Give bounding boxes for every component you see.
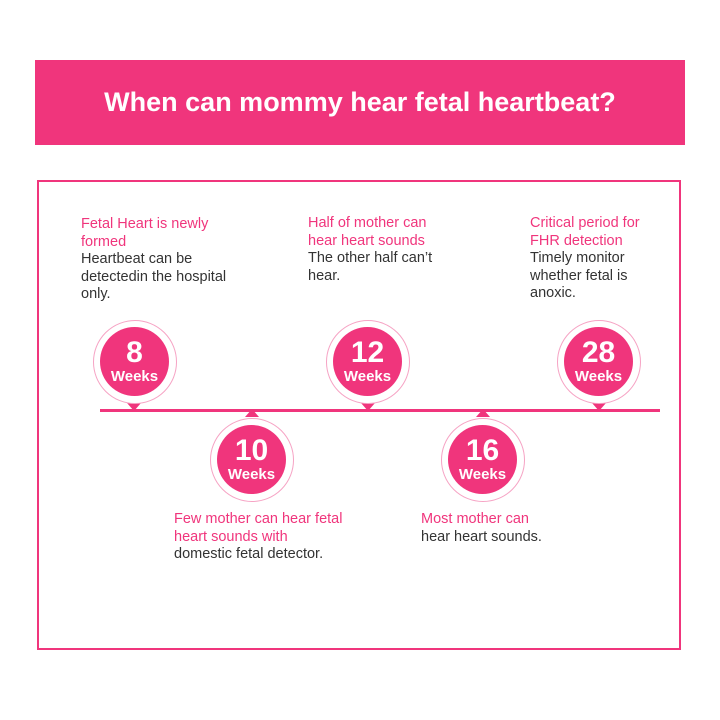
milestone-marker-10-weeks [210, 418, 294, 502]
page-title: When can mommy hear fetal heartbeat? [104, 87, 616, 117]
milestone-unit: Weeks [574, 367, 623, 385]
connector-8-weeks [127, 403, 141, 411]
title-banner [35, 60, 685, 145]
milestone-detail: The other half can’t hear. [308, 250, 433, 284]
milestone-marker-8-weeks [93, 320, 177, 404]
milestone-marker-16-weeks [441, 418, 525, 502]
milestone-detail: hear heart sounds. [421, 528, 542, 545]
milestone-detail: Heartbeat can be detectedin the hospital only. [81, 251, 227, 302]
connector-16-weeks [476, 409, 490, 417]
connector-12-weeks [361, 403, 375, 411]
milestone-number: 10 [234, 433, 269, 467]
milestone-highlight: Half of mother can hear heart sounds [308, 215, 427, 249]
milestone-unit: Weeks [110, 367, 159, 385]
milestone-marker-12-weeks [326, 320, 410, 404]
milestone-highlight: Fetal Heart is newly formed [81, 216, 209, 250]
milestone-note-10-weeks [174, 511, 374, 564]
milestone-note-8-weeks [81, 216, 251, 304]
milestone-note-12-weeks [308, 215, 458, 285]
milestone-unit: Weeks [343, 367, 392, 385]
milestone-detail: Timely monitor whether fetal is anoxic. [530, 250, 628, 301]
timeline-line [100, 409, 660, 412]
connector-28-weeks [592, 403, 606, 411]
milestone-highlight: Few mother can hear fetal heart sounds with [174, 511, 343, 545]
milestone-marker-28-weeks [557, 320, 641, 404]
milestone-highlight: Most mother can [421, 511, 529, 527]
milestone-number: 28 [581, 335, 616, 369]
milestone-note-16-weeks [421, 511, 581, 546]
milestone-unit: Weeks [458, 465, 507, 483]
milestone-number: 8 [126, 335, 143, 369]
connector-10-weeks [245, 409, 259, 417]
milestone-number: 16 [465, 433, 500, 467]
milestone-unit: Weeks [227, 465, 276, 483]
milestone-highlight: Critical period for FHR detection [530, 215, 640, 249]
milestone-note-28-weeks [530, 215, 670, 303]
milestone-detail: domestic fetal detector. [174, 546, 324, 562]
milestone-number: 12 [350, 335, 385, 369]
